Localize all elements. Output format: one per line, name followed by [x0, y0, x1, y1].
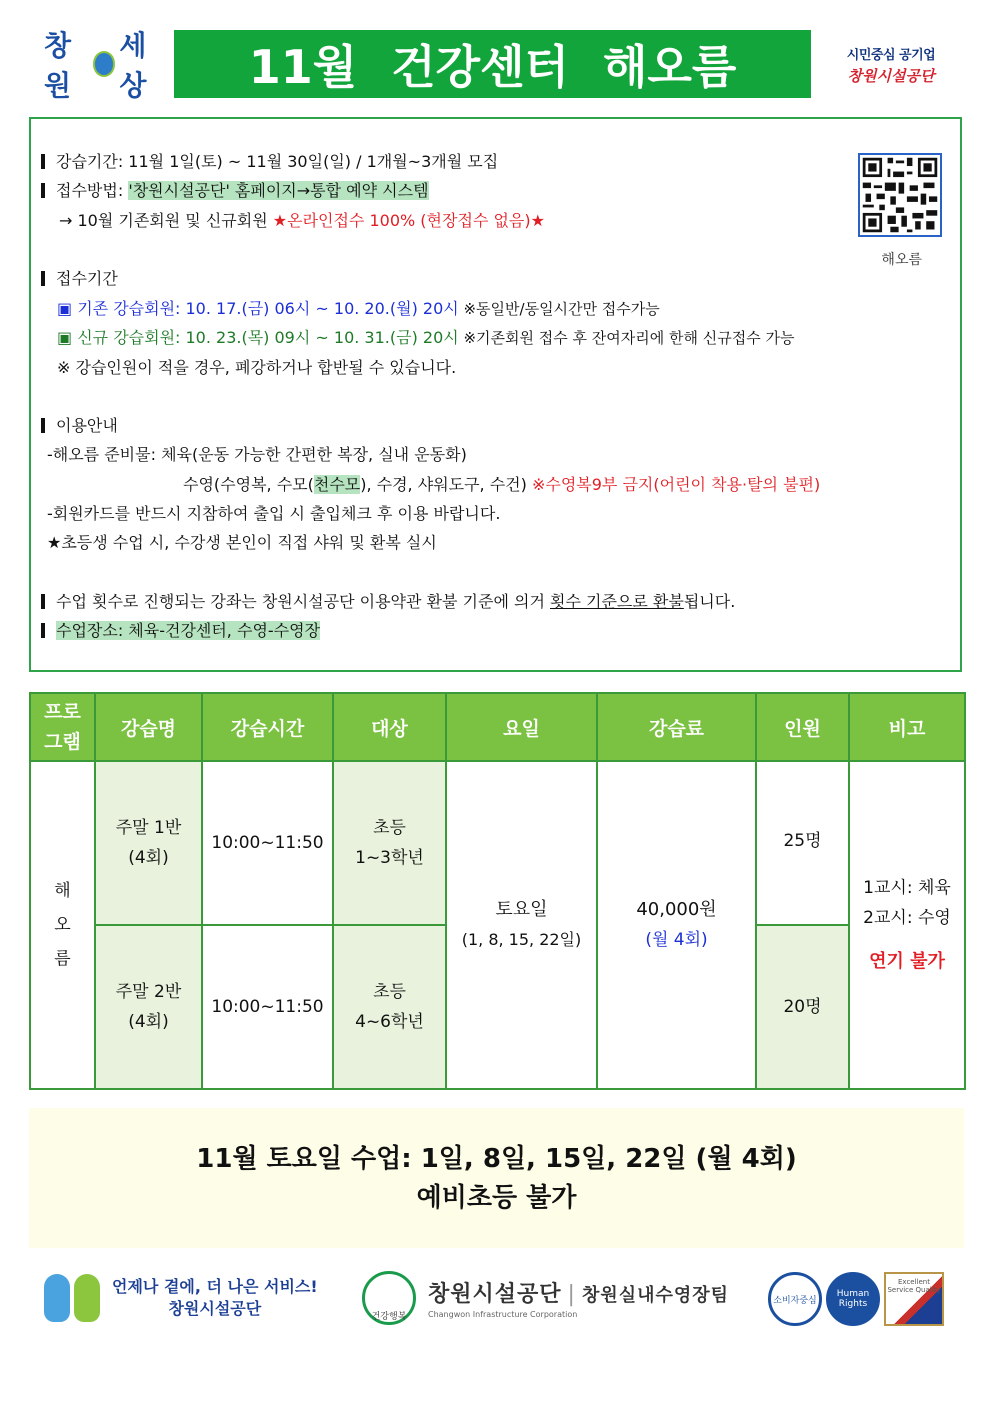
qr-code-graphic [860, 155, 940, 235]
footer-slogan-text [112, 1276, 318, 1320]
info-reg-notice-text: ※ 강습인원이 적을 경우, 폐강하거나 합반될 수 있습니다. [57, 358, 457, 377]
table-row [30, 761, 965, 925]
qr-code-label: 해오름 [881, 252, 922, 268]
cell-remarks [849, 761, 965, 1089]
info-place [41, 620, 320, 642]
footer-slogan-1: 언제나 곁에, 더 나은 서비스! [112, 1277, 318, 1296]
header-class-time: 강습시간 [202, 693, 333, 761]
bullet-bar-icon [41, 594, 45, 609]
info-period [41, 151, 498, 173]
info-prep-swim [183, 474, 820, 496]
cell-class-time: 10:00~11:50 [202, 925, 333, 1089]
cell-capacity: 20명 [756, 925, 849, 1089]
org-name-block: 창원시설공단 | 창원실내수영장팀 Changwon Infrastructure Corporation [428, 1282, 730, 1319]
info-box [29, 117, 962, 672]
header-fee: 강습료 [597, 693, 756, 761]
logo-left-text-2: 세상 [119, 29, 146, 102]
bullet-bar-icon [41, 154, 45, 169]
human-rights-badge-icon [826, 1272, 880, 1326]
info-card [47, 503, 500, 525]
info-method-label: 접수방법: [56, 181, 129, 200]
service-quality-badge-icon [884, 1272, 944, 1326]
info-reg-notice [57, 357, 456, 379]
qr-code-icon[interactable] [858, 153, 942, 237]
bullet-bar-icon [41, 271, 45, 286]
info-method-sub [59, 210, 545, 232]
logo-left-text-1: 창원 [44, 29, 71, 102]
info-usage-title [41, 415, 118, 437]
header-program: 프로 그램 [30, 693, 95, 761]
info-prep-swim-2: ), 수경, 샤워도구, 수건) [360, 475, 532, 494]
cell-target: 초등 4~6학년 [333, 925, 446, 1089]
info-reg-existing-note: ※동일반/동일시간만 접수가능 [458, 300, 660, 318]
info-reg-existing-text: ▣ 기존 강습회원: 10. 17.(금) 06시 ~ 10. 20.(월) 20시 [57, 299, 459, 318]
info-card-text: -회원카드를 반드시 지참하여 출입 시 출입체크 후 이용 바랍니다. [47, 504, 501, 523]
org-emblem-icon [362, 1271, 416, 1325]
footer-organization [362, 1266, 752, 1330]
info-reg-new-text: ▣ 신규 강습회원: 10. 23.(목) 09시 ~ 10. 31.(금) 20시 [57, 328, 459, 347]
logo-changwon-facilities [826, 44, 956, 86]
cell-remarks-2: 2교시: 수영 [863, 908, 951, 928]
info-prep [47, 444, 467, 466]
mascot-icon [74, 1274, 100, 1322]
cell-fee-sub: (월 4회) [645, 930, 708, 950]
header-capacity: 인원 [756, 693, 849, 761]
info-prep-text: -해오름 준비물: 체육(운동 가능한 간편한 복장, 실내 운동화) [47, 445, 467, 464]
cell-target: 초등 1~3학년 [333, 761, 446, 925]
header-remarks: 비고 [849, 693, 965, 761]
info-method-highlight: '창원시설공단' 홈페이지→통합 예약 시스템 [128, 181, 429, 200]
consumer-centered-badge-icon [768, 1272, 822, 1326]
header-class-name: 강습명 [95, 693, 202, 761]
table-header-row [30, 693, 965, 761]
cell-class-name: 주말 2반 (4회) [95, 925, 202, 1089]
cell-day [446, 761, 597, 1089]
info-prep-swim-cap: 천수모 [313, 475, 361, 494]
cell-capacity: 25명 [756, 761, 849, 925]
info-usage-title-text: 이용안내 [56, 416, 118, 435]
cell-day-text: 토요일 [495, 899, 548, 920]
org-team: 창원실내수영장팀 [581, 1285, 730, 1306]
org-emblem-text: 건강행복 [371, 1312, 407, 1322]
info-refund-underline: 횟수 기준으로 환불 [550, 592, 684, 611]
info-elementary-text: ★초등생 수업 시, 수강생 본인이 직접 샤워 및 환복 실시 [47, 533, 437, 552]
badge3-text: Excellent Service Quality [887, 1278, 941, 1294]
logo-right-slogan: 시민중심 공기업 [846, 48, 936, 63]
cell-program: 해 오 름 [30, 761, 95, 1089]
saturday-dates: 11월 토요일 수업: 1일, 8일, 15일, 22일 (월 4회) [196, 1144, 797, 1174]
schedule-table [29, 692, 964, 1090]
info-refund-text-1: 수업 횟수로 진행되는 강좌는 창원시설공단 이용약관 환불 기준에 의거 [56, 592, 550, 611]
info-method [41, 180, 429, 202]
info-reg-title-text: 접수기간 [56, 269, 118, 288]
info-period-text: 강습기간: 11월 1일(토) ~ 11월 30일(일) / 1개월~3개월 모집 [56, 152, 499, 171]
info-method-sub-text: → 10월 기존회원 및 신규회원 [59, 211, 273, 230]
cell-day-dates: (1, 8, 15, 22일) [461, 930, 582, 949]
info-online-only: ★온라인접수 100% (현장접수 없음)★ [272, 211, 545, 230]
page-title-text: 11월 건강센터 해오름 [248, 40, 737, 94]
info-prep-swim-warning: ※수영복9부 금지(어린이 착용·탈의 불편) [531, 475, 821, 494]
footer-slogan-2: 창원시설공단 [168, 1299, 262, 1318]
badge1-text: 소비자중심 [773, 1295, 817, 1306]
bullet-bar-icon [41, 183, 45, 198]
cell-fee-text: 40,000원 [636, 899, 717, 920]
badge2-text: Human Rights [836, 1289, 870, 1309]
info-prep-swim-1: 수영(수영복, 수모( [183, 475, 314, 494]
cell-class-name: 주말 1반 (4회) [95, 761, 202, 925]
bullet-bar-icon [41, 623, 45, 638]
info-refund-text-2: 됩니다. [683, 592, 736, 611]
logo-globe-icon [93, 51, 116, 77]
info-refund [41, 591, 735, 613]
info-elementary [47, 532, 437, 554]
info-registration-title [41, 268, 118, 290]
info-reg-new [57, 327, 794, 349]
logo-changwon-sesang [44, 29, 164, 102]
header-day: 요일 [446, 693, 597, 761]
preschool-not-allowed: 예비초등 불가 [416, 1183, 577, 1213]
mascot-icon [44, 1274, 70, 1322]
saturday-notice [29, 1108, 964, 1248]
org-name-english: Changwon Infrastructure Corporation [428, 1310, 578, 1319]
info-place-text: 수업장소: 체육-건강센터, 수영-수영장 [56, 621, 321, 640]
footer-slogan [44, 1268, 344, 1328]
cell-fee [597, 761, 756, 1089]
schedule-table-grid [29, 692, 966, 1090]
info-reg-existing [57, 298, 660, 320]
header-target: 대상 [333, 693, 446, 761]
logo-right-name: 창원시설공단 [847, 67, 935, 85]
cell-class-time: 10:00~11:50 [202, 761, 333, 925]
bullet-bar-icon [41, 418, 45, 433]
page-title [174, 30, 811, 98]
info-reg-new-note: ※기존회원 접수 후 잔여자리에 한해 신규접수 가능 [458, 329, 795, 347]
cell-remarks-no-postpone: 연기 불가 [869, 951, 945, 972]
org-name: 창원시설공단 [428, 1282, 562, 1307]
cell-remarks-1: 1교시: 체육 [863, 878, 951, 898]
